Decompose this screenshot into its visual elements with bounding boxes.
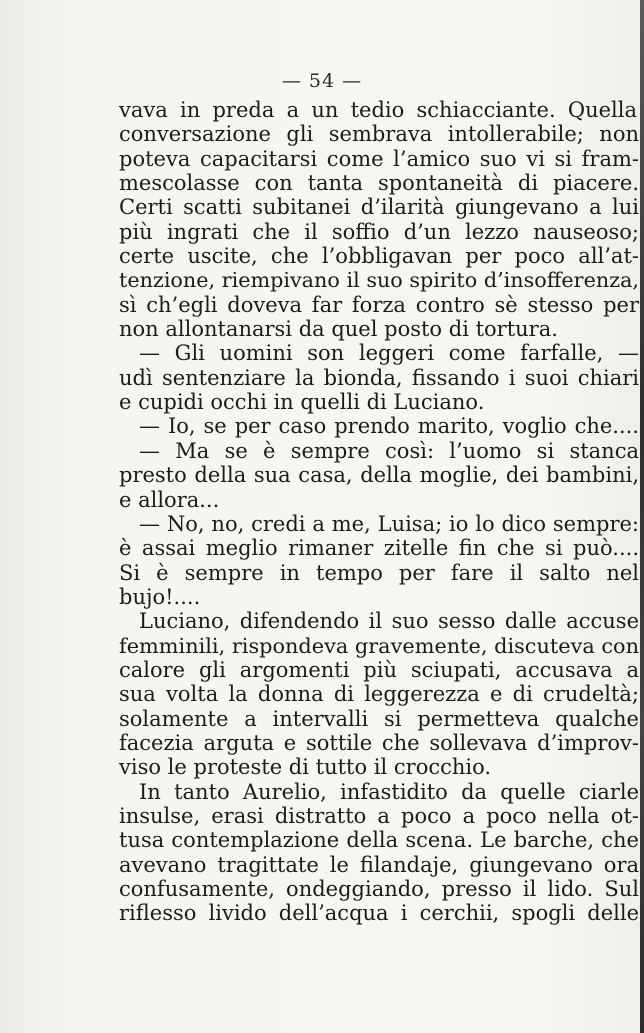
text-line: tenzione, riempivano il suo spirito d’insofferenza,: [119, 268, 639, 293]
text-line: udì sentenziare la bionda, fissando i suoi chiari: [119, 365, 639, 390]
body-text: [119, 98, 639, 926]
text-line: — No, no, credi a me, Luisa; io lo dico sempre:: [139, 511, 639, 536]
text-line: riflesso livido dell’acqua i cerchii, spogli delle: [119, 901, 639, 926]
text-line: certe uscite, che l’obbligavan per poco all’at-: [119, 244, 639, 269]
text-line: insulse, erasi distratto a poco a poco nella ot-: [119, 803, 639, 828]
text-line: avevano tragittate le filandaje, giungevano ora: [119, 852, 639, 877]
text-line: — Gli uomini son leggeri come farfalle, —: [139, 341, 639, 366]
page-edge-shadow: [640, 0, 644, 1033]
text-line: sua volta la donna di leggerezza e di crudeltà;: [119, 682, 639, 707]
text-line: femminili, rispondeva gravemente, discuteva con: [119, 633, 640, 658]
text-line: più ingrati che il soffio d’un lezzo nauseoso;: [119, 219, 639, 244]
text-line: vava in preda a un tedio schiacciante. Quella: [119, 98, 637, 122]
text-line: Certi scatti subitanei d’ilarità giungevano a lui: [119, 195, 639, 220]
text-line: tusa contemplazione della scena. Le barche, che: [119, 828, 639, 853]
text-line: mescolasse con tanta spontaneità di piacere.: [119, 171, 639, 196]
text-line: facezia arguta e sottile che sollevava d’improv-: [119, 730, 639, 755]
text-line: viso le proteste di tutto il crocchio.: [119, 755, 492, 780]
text-line: Si è sempre in tempo per fare il salto nel: [119, 560, 639, 585]
text-line: — Ma se è sempre così: l’uomo si stanca: [139, 438, 639, 463]
text-line: è assai meglio rimaner zitelle fin che si può....: [119, 536, 639, 561]
text-line: e cupidi occhi in quelli di Luciano.: [119, 390, 485, 415]
text-line: In tanto Aurelio, infastidito da quelle ciarle: [139, 779, 639, 804]
text-line: solamente a intervalli si permetteva qualche: [119, 706, 639, 731]
text-line: sì ch’egli doveva far forza contro sè stesso per: [119, 292, 639, 317]
text-line: — Io, se per caso prendo marito, voglio che....: [139, 414, 639, 439]
text-line: poteva capacitarsi come l’amico suo vi si fram-: [119, 146, 639, 171]
text-line: presto della sua casa, della moglie, dei bambini,: [119, 463, 639, 488]
text-line: non allontanarsi da quel posto di tortura.: [119, 317, 558, 342]
page-number: — 54 —: [281, 70, 363, 92]
text-line: confusamente, ondeggiando, presso il lido. Sul: [119, 877, 639, 901]
text-line: bujo!....: [119, 584, 201, 609]
text-line: Luciano, difendendo il suo sesso dalle accuse: [139, 609, 639, 634]
text-line: e allora...: [119, 487, 220, 512]
text-line: conversazione gli sembrava intollerabile; non: [119, 122, 639, 147]
text-line: calore gli argomenti più sciupati, accusava a: [119, 657, 639, 682]
